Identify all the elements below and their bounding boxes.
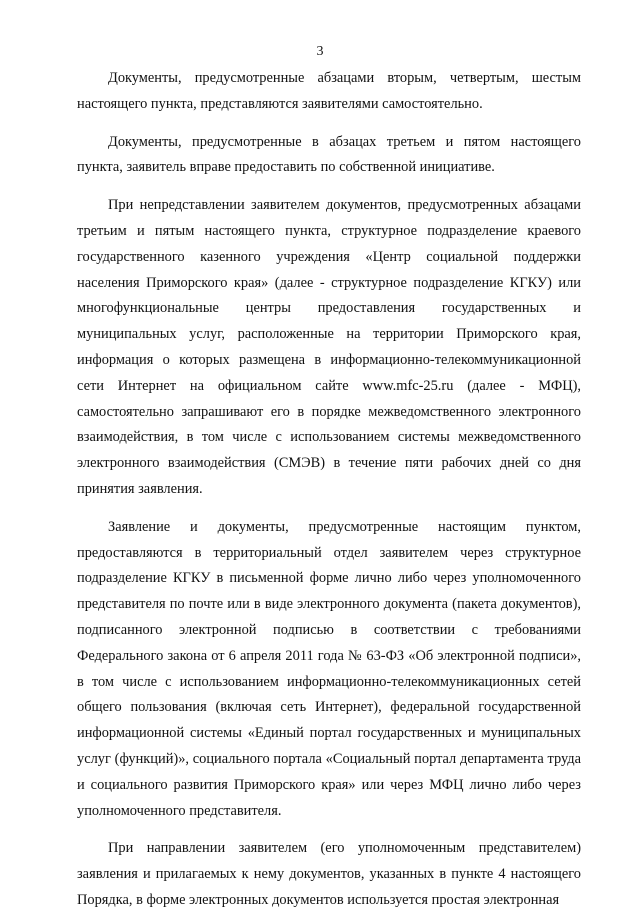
paragraph-electronic-signature: При направлении заявителем (его уполномоченным представителем) заявления и прилагаемых к нему документов, указанных в пункте 4 настоящего Порядка, в форме электронных документов используется простая электронная: [77, 840, 581, 908]
paragraph-submission-methods: Заявление и документы, предусмотренные настоящим пунктом, предоставляются в территориальный отдел заявителем через структурное подразделение КГКУ в письменной форме лично либо через уполномоченного представителя по почте или в виде электронного документа (пакета документов), подписанного электронной подписью в соответствии с требованиями Федерального закона от 6 апреля 2011 года № 63-ФЗ «Об электронной подписи», в том числе с использованием информационно-телекоммуникационных сетей общего пользования (включая сеть Интернет), федеральной государственной информационной системы «Единый портал государственных и муниципальных услуг (функций)», социального портала «Социальный портал департамента труда и социального развития Приморского края» или через МФЦ лично либо через уполномоченного представителя.: [77, 518, 581, 819]
paragraph-interagency-request: При непредставлении заявителем документов, предусмотренных абзацами третьим и пятым настоящего пункта, структурное подразделение краевого государственного казенного учреждения «Центр социальной поддержки населения Приморского края» (далее - структурное подразделение КГКУ) или многофункциональные центры предоставления государственных и муниципальных услуг, расположенные на территории Приморского края, информация о которых размещена в информационно-телекоммуникационной сети Интернет на официальном сайте www.mfc-25.ru (далее - МФЦ), самостоятельно запрашивают его в порядке межведомственного электронного взаимодействия, в том числе с использованием системы межведомственного электронного взаимодействия (СМЭВ) в течение пяти рабочих дней со дня принятия заявления.: [77, 197, 581, 497]
paragraph-documents-submitted-by-applicants: Документы, предусмотренные абзацами вторым, четвертым, шестым настоящего пункта, представляются заявителями самостоятельно.: [77, 70, 581, 112]
paragraph-documents-optional: Документы, предусмотренные в абзацах третьем и пятом настоящего пункта, заявитель вправе предоставить по собственной инициативе.: [77, 133, 581, 176]
document-body: [77, 66, 581, 914]
page-number: 3: [316, 44, 324, 59]
